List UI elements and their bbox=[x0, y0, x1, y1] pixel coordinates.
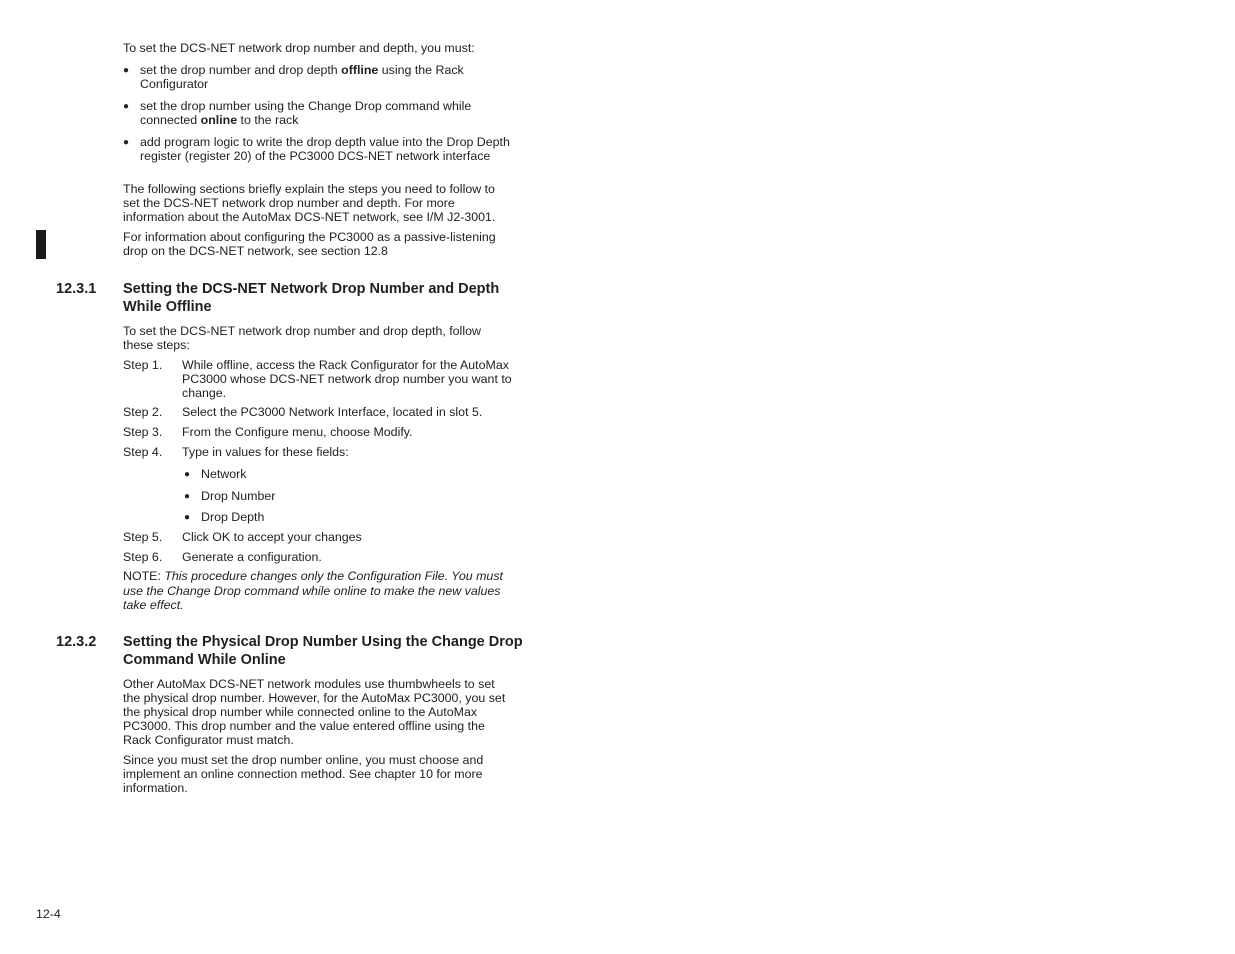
step-text: From the Configure menu, choose Modify. bbox=[182, 425, 413, 439]
section-1-lead: To set the DCS-NET network drop number and drop depth, follow these steps: bbox=[123, 324, 481, 352]
step-label: Step 4. bbox=[123, 445, 163, 459]
section-2-paragraph-2: Since you must set the drop number online, you must choose and implement an online connection method. See chapter 10 for more information. bbox=[123, 753, 484, 795]
bullet-dot-icon bbox=[184, 489, 190, 505]
step-4 bbox=[123, 445, 513, 459]
intro-bullet-program-logic: ● add program logic to write the drop depth value into the Drop Depth register (register 20) of the PC3000 DCS-NET network interface bbox=[123, 135, 513, 163]
step-label: Step 6. bbox=[123, 550, 163, 564]
intro-bullet-online: ● set the drop number using the Change Drop command while connected online to the rack bbox=[123, 99, 513, 127]
section-2-paragraph-1: Other AutoMax DCS-NET network modules use thumbwheels to set the physical drop number. However, for the AutoMax PC3000, you set the physical drop number while connected online to the AutoMax PC3000. This drop number and the value entered offline using the Rack Configurator must match. bbox=[123, 677, 506, 747]
procedure-note bbox=[123, 569, 515, 613]
bullet-dot-icon bbox=[184, 510, 190, 526]
step-text: Generate a configuration. bbox=[182, 550, 322, 564]
section-2-number: 12.3.2 bbox=[56, 634, 97, 650]
step-label: Step 5. bbox=[123, 530, 163, 544]
note-label: NOTE: bbox=[123, 569, 165, 583]
section-1-title: Setting the DCS-NET Network Drop Number and Depth While Offline bbox=[123, 281, 500, 315]
bullet-dot-icon bbox=[123, 63, 135, 79]
step-label: Step 2. bbox=[123, 405, 163, 419]
field-drop-depth: ● Drop Depth bbox=[184, 510, 264, 524]
step-3 bbox=[123, 425, 513, 439]
note-text: This procedure changes only the Configuration File. You must use the Change Drop command while online to make the new values take effect. bbox=[123, 569, 503, 612]
intro-bullet-offline: ● set the drop number and drop depth offline using the Rack Configurator bbox=[123, 63, 513, 91]
section-2-title: Setting the Physical Drop Number Using the Change Drop Command While Online bbox=[123, 634, 523, 668]
section-1-number: 12.3.1 bbox=[56, 281, 97, 297]
bullet-dot-icon bbox=[184, 467, 190, 483]
bullet-dot-icon bbox=[123, 135, 135, 151]
intro-paragraph-1: The following sections briefly explain the steps you need to follow to set the DCS-NET network drop number and depth. For more information about the AutoMax DCS-NET network, see I/M J2-3001. bbox=[123, 182, 496, 224]
bullet-dot-icon bbox=[123, 99, 135, 115]
step-2 bbox=[123, 405, 513, 419]
step-label: Step 3. bbox=[123, 425, 163, 439]
step-5 bbox=[123, 530, 513, 544]
field-network: ● Network bbox=[184, 467, 246, 481]
step-1 bbox=[123, 358, 513, 400]
intro-lead: To set the DCS-NET network drop number and depth, you must: bbox=[123, 41, 475, 55]
step-text: Select the PC3000 Network Interface, located in slot 5. bbox=[182, 405, 483, 419]
page-number: 12-4 bbox=[36, 907, 61, 921]
step-6 bbox=[123, 550, 513, 564]
field-drop-number: ● Drop Number bbox=[184, 489, 275, 503]
revision-change-bar bbox=[36, 230, 46, 259]
step-label: Step 1. bbox=[123, 358, 163, 372]
intro-paragraph-2: For information about configuring the PC3000 as a passive-listening drop on the DCS-NET network, see section 12.8 bbox=[123, 230, 496, 258]
step-text: Type in values for these fields: bbox=[182, 445, 349, 459]
step-text: Click OK to accept your changes bbox=[182, 530, 362, 544]
step-text: While offline, access the Rack Configurator for the AutoMax PC3000 whose DCS-NET network drop number you want to change. bbox=[182, 358, 512, 400]
